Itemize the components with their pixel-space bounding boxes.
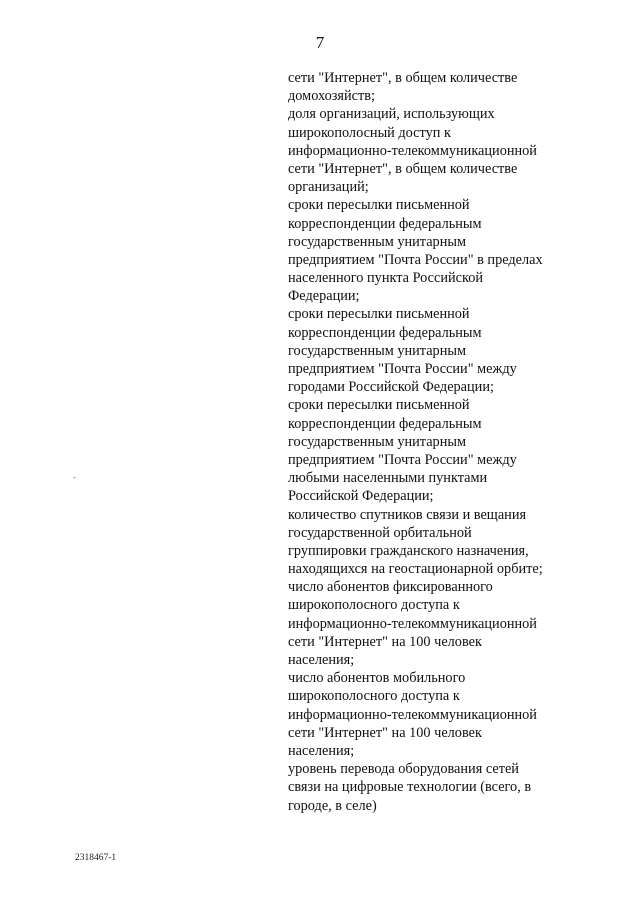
margin-mark: - xyxy=(73,472,76,482)
text-line: находящихся на геостационарной орбите; xyxy=(288,561,543,578)
text-line: количество спутников связи и вещания xyxy=(288,506,527,523)
text-line: любыми населенными пунктами xyxy=(288,470,488,487)
text-line: сети "Интернет", в общем количестве xyxy=(288,160,518,177)
text-line: сроки пересылки письменной xyxy=(288,306,470,323)
text-line: городе, в селе) xyxy=(288,797,377,814)
text-line: уровень перевода оборудования сетей xyxy=(288,761,519,778)
text-line: сети "Интернет" на 100 человек xyxy=(288,633,482,650)
document-code: 2318467-1 xyxy=(75,853,117,863)
text-line: населения; xyxy=(288,652,355,668)
text-line: населенного пункта Российской xyxy=(288,270,484,287)
text-line: широкополосного доступа к xyxy=(288,597,460,614)
text-line: государственным унитарным xyxy=(288,342,466,359)
text-line: связи на цифровые технологии (всего, в xyxy=(288,779,532,796)
text-line: населения; xyxy=(288,742,355,759)
text-line: широкополосный доступ к xyxy=(288,124,451,141)
text-line: государственным унитарным xyxy=(288,233,466,250)
text-line: информационно-телекоммуникационной xyxy=(288,615,537,632)
text-line: городами Российской Федерации; xyxy=(288,379,494,396)
text-line: корреспонденции федеральным xyxy=(288,415,482,432)
text-line: сети "Интернет", в общем количестве xyxy=(288,70,518,86)
text-line: предприятием "Почта России" между xyxy=(288,451,517,468)
text-line: сроки пересылки письменной xyxy=(288,197,470,214)
page-number: 7 xyxy=(315,33,325,52)
text-line: Российской Федерации; xyxy=(288,488,434,505)
text-line: корреспонденции федеральным xyxy=(288,215,482,232)
text-line: доля организаций, использующих xyxy=(288,106,495,123)
text-line: корреспонденции федеральным xyxy=(288,324,482,341)
document-text-column xyxy=(288,69,628,815)
text-line: домохозяйств; xyxy=(288,88,375,105)
text-line: государственной орбитальной xyxy=(288,524,472,541)
text-line: предприятием "Почта России" между xyxy=(288,361,517,377)
text-line: государственным унитарным xyxy=(288,433,466,450)
text-line: сроки пересылки письменной xyxy=(288,397,470,414)
text-line: информационно-телекоммуникационной xyxy=(288,142,537,159)
text-line: число абонентов фиксированного xyxy=(288,579,493,596)
text-line: предприятием "Почта России" в пределах xyxy=(288,251,543,268)
text-line: число абонентов мобильного xyxy=(288,670,466,687)
text-line: сети "Интернет" на 100 человек xyxy=(288,724,482,741)
text-line: широкополосного доступа к xyxy=(288,688,460,705)
text-line: организаций; xyxy=(288,179,369,196)
text-line: группировки гражданского назначения, xyxy=(288,542,529,559)
text-line: Федерации; xyxy=(288,288,360,305)
text-line: информационно-телекоммуникационной xyxy=(288,706,537,723)
